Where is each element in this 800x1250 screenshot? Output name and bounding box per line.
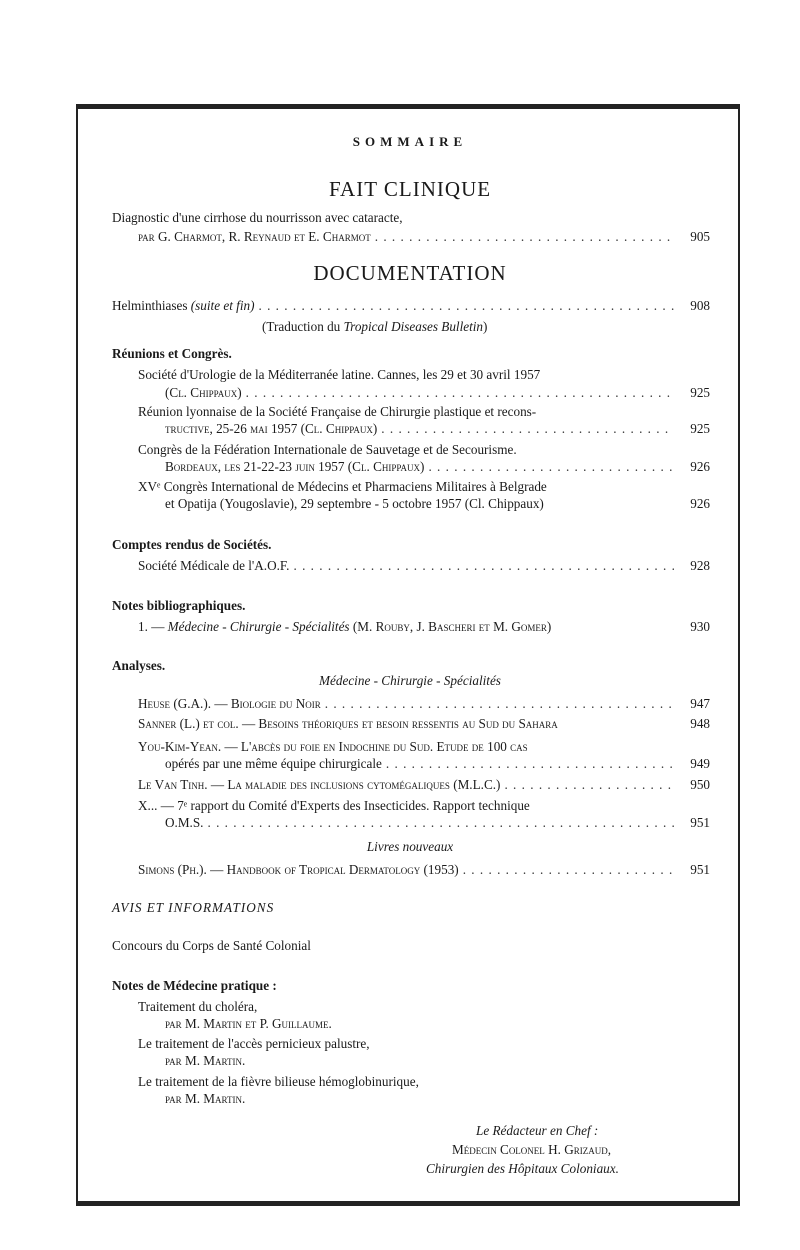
signature-name: Médecin Colonel H. Grizaud, — [452, 1142, 612, 1157]
page-number: 925 — [690, 385, 710, 400]
analyse3-l1: You-Kim-Yean. — L'abcès du foie en Indochine du Sud. Etude de 100 cas — [138, 739, 528, 754]
heading-notes-biblio: Notes bibliographiques. — [112, 598, 246, 613]
reunion3-entry — [165, 458, 678, 475]
reunion1-l1: Société d'Urologie de la Méditerranée latine. Cannes, les 29 et 30 avril 1957 — [138, 367, 541, 382]
analyse1: Heuse (G.A.). — Biologie du Noir — [138, 696, 321, 711]
section-documentation: DOCUMENTATION — [313, 261, 507, 285]
reunion1-entry — [165, 384, 678, 401]
analyse4: Le Van Tinh. — La maladie des inclusions cytomégaliques (M.L.C.) — [138, 777, 501, 792]
reunion3-l1: Congrès de la Fédération Internationale de Sauvetage et de Secourisme. — [138, 442, 517, 457]
helm-note-it: Tropical Diseases Bulletin — [343, 319, 484, 334]
helm-note — [262, 318, 487, 335]
reunion1-l2: (Cl. Chippaux) — [165, 385, 242, 400]
page-number: 930 — [690, 619, 710, 634]
note2-l1: Le traitement de l'accès pernicieux palustre, — [138, 1036, 370, 1051]
leader-dots — [504, 776, 674, 793]
analyse5-l2: O.M.S. — [165, 815, 204, 830]
page-number: 928 — [690, 558, 710, 573]
concours: Concours du Corps de Santé Colonial — [112, 938, 311, 953]
page-number: 948 — [690, 716, 710, 731]
note1-l1: Traitement du choléra, — [138, 999, 258, 1014]
page-title: SOMMAIRE — [352, 134, 468, 149]
biblio-it: Médecine - Chirurgie - Spécialités — [167, 619, 350, 634]
avis-informations: AVIS ET INFORMATIONS — [112, 900, 275, 915]
analyse6-entry — [138, 861, 678, 878]
fait-entry — [138, 228, 678, 245]
note1-l2: par M. Martin et P. Guillaume. — [165, 1016, 332, 1031]
analyse3-l2: opérés par une même équipe chirurgicale — [165, 756, 382, 771]
reunion2-entry — [165, 420, 678, 437]
helm-suffix: (suite et fin) — [190, 298, 255, 313]
heading-notes-medecine: Notes de Médecine pratique : — [112, 978, 277, 993]
page-number: 951 — [690, 815, 710, 830]
analyses-sub: Médecine - Chirurgie - Spécialités — [319, 673, 501, 688]
heading-reunions: Réunions et Congrès. — [112, 346, 232, 361]
leader-dots — [246, 384, 674, 401]
leader-dots — [428, 458, 674, 475]
leader-dots — [386, 755, 674, 772]
analyse5-l1: X... — 7ᵉ rapport du Comité d'Experts des Insecticides. Rapport technique — [138, 798, 530, 813]
leader-dots — [375, 228, 674, 245]
reunion4-l2: et Opatija (Yougoslavie), 29 septembre - 5 octobre 1957 (Cl. Chippaux) — [165, 496, 544, 511]
biblio-post: (M. Rouby, J. Bascheri et M. Gomer) — [352, 619, 552, 634]
analyse2: Sanner (L.) et col. — Besoins théoriques et besoin ressentis au Sud du Sahara — [138, 716, 558, 731]
page-number: 950 — [690, 777, 710, 792]
helm-note-pre: (Traduction du — [262, 319, 341, 334]
leader-dots — [381, 420, 674, 437]
page-number: 947 — [690, 696, 710, 711]
page-number: 949 — [690, 756, 710, 771]
leader-dots — [325, 695, 674, 712]
biblio-entry — [138, 618, 551, 635]
signature-role: Chirurgien des Hôpitaux Coloniaux. — [426, 1161, 619, 1176]
section-fait-clinique: FAIT CLINIQUE — [328, 177, 492, 201]
note2-l2: par M. Martin. — [165, 1053, 246, 1068]
heading-analyses: Analyses. — [112, 658, 166, 673]
helm-label: Helminthiases — [112, 298, 188, 313]
reunion3-l2: Bordeaux, les 21-22-23 juin 1957 (Cl. Chippaux) — [165, 459, 425, 474]
biblio-pre: 1. — — [138, 619, 165, 634]
leader-dots — [463, 861, 674, 878]
fait-line1: Diagnostic d'une cirrhose du nourrisson avec cataracte, — [112, 210, 403, 225]
heading-comptes: Comptes rendus de Sociétés. — [112, 537, 272, 552]
leader-dots — [293, 557, 674, 574]
analyse5-entry — [165, 814, 678, 831]
helm-entry — [112, 297, 678, 314]
analyse3-entry — [165, 755, 678, 772]
reunion4-l1: XVᵉ Congrès International de Médecins et Pharmaciens Militaires à Belgrade — [138, 479, 547, 494]
comptes-e1: Société Médicale de l'A.O.F. — [138, 558, 290, 573]
page-number: 951 — [690, 862, 710, 877]
reunion2-l1: Réunion lyonnaise de la Société Française de Chirurgie plastique et recons- — [138, 404, 537, 419]
page-number: 925 — [690, 421, 710, 436]
reunion2-l2: tructive, 25-26 mai 1957 (Cl. Chippaux) — [165, 421, 378, 436]
page-number: 908 — [690, 298, 710, 313]
note3-l2: par M. Martin. — [165, 1091, 246, 1106]
page-number: 905 — [690, 229, 710, 244]
comptes-entry — [138, 557, 678, 574]
page-number: 926 — [690, 459, 710, 474]
note3-l1: Le traitement de la fièvre bilieuse hémoglobinurique, — [138, 1074, 419, 1089]
helm-note-post: ) — [483, 319, 488, 334]
fait-line2: par G. Charmot, R. Reynaud et E. Charmot — [138, 229, 371, 244]
leader-dots — [207, 814, 674, 831]
page-number: 926 — [690, 496, 710, 511]
livres-nouveaux: Livres nouveaux — [366, 839, 454, 854]
analyse4-entry — [138, 776, 678, 793]
signature-title: Le Rédacteur en Chef : — [476, 1123, 599, 1138]
analyse1-entry — [138, 695, 678, 712]
analyse6: Simons (Ph.). — Handbook of Tropical Dermatology (1953) — [138, 862, 459, 877]
leader-dots — [258, 297, 674, 314]
